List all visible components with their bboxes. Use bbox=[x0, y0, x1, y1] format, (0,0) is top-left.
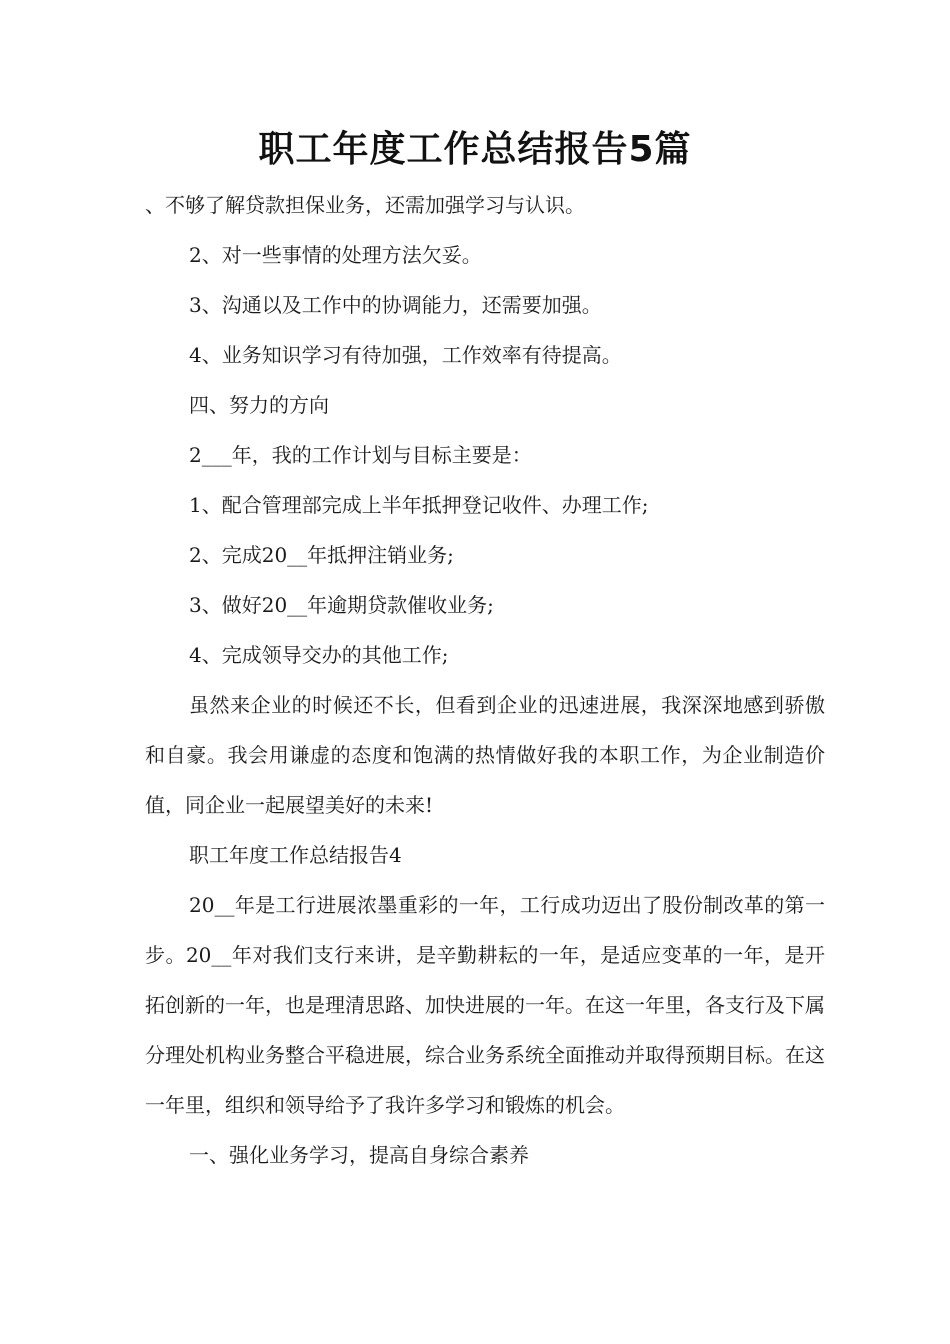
paragraph-plan-intro: 2___年，我的工作计划与目标主要是： bbox=[189, 443, 532, 467]
section-heading-direction: 四、努力的方向 bbox=[189, 393, 329, 417]
paragraph-closing: 虽然来企业的时候还不长，但看到企业的迅速进展，我深深地感到骄傲和自豪。我会用谦虚的态度和饱满的热情做好我的本职工作，为企业制造价值，同企业一起展望美好的未来! bbox=[145, 693, 825, 817]
paragraph-weakness-4: 4、业务知识学习有待加强，工作效率有待提高。 bbox=[189, 343, 622, 367]
report-subtitle-4: 职工年度工作总结报告4 bbox=[189, 843, 402, 867]
paragraph-plan-3: 3、做好20__年逾期贷款催收业务; bbox=[189, 593, 494, 617]
document-body bbox=[145, 180, 825, 1180]
paragraph-weakness-3: 3、沟通以及工作中的协调能力，还需要加强。 bbox=[189, 293, 602, 317]
paragraph-plan-2: 2、完成20__年抵押注销业务; bbox=[189, 543, 454, 567]
paragraph-plan-4: 4、完成领导交办的其他工作; bbox=[189, 643, 449, 667]
paragraph-weakness-2: 2、对一些事情的处理方法欠妥。 bbox=[189, 243, 482, 267]
document-title: 职工年度工作总结报告5篇 bbox=[258, 129, 692, 170]
section-heading-study: 一、强化业务学习，提高自身综合素养 bbox=[189, 1143, 529, 1167]
paragraph-plan-1: 1、配合管理部完成上半年抵押登记收件、办理工作; bbox=[189, 493, 649, 517]
paragraph-report-4-intro: 20__年是工行进展浓墨重彩的一年，工行成功迈出了股份制改革的第一步。20__年对我们支行来讲，是辛勤耕耘的一年，是适应变革的一年，是开拓创新的一年，也是理清思路、加快进展的一年。在这一年里，各支行及下属分理处机构业务整合平稳进展，综合业务系统全面推动并取得预期目标。在这一年里，组织和领导给予了我许多学习和锻炼的机会。 bbox=[145, 893, 825, 1117]
paragraph-weakness-1: 、不够了解贷款担保业务，还需加强学习与认识。 bbox=[145, 193, 585, 217]
